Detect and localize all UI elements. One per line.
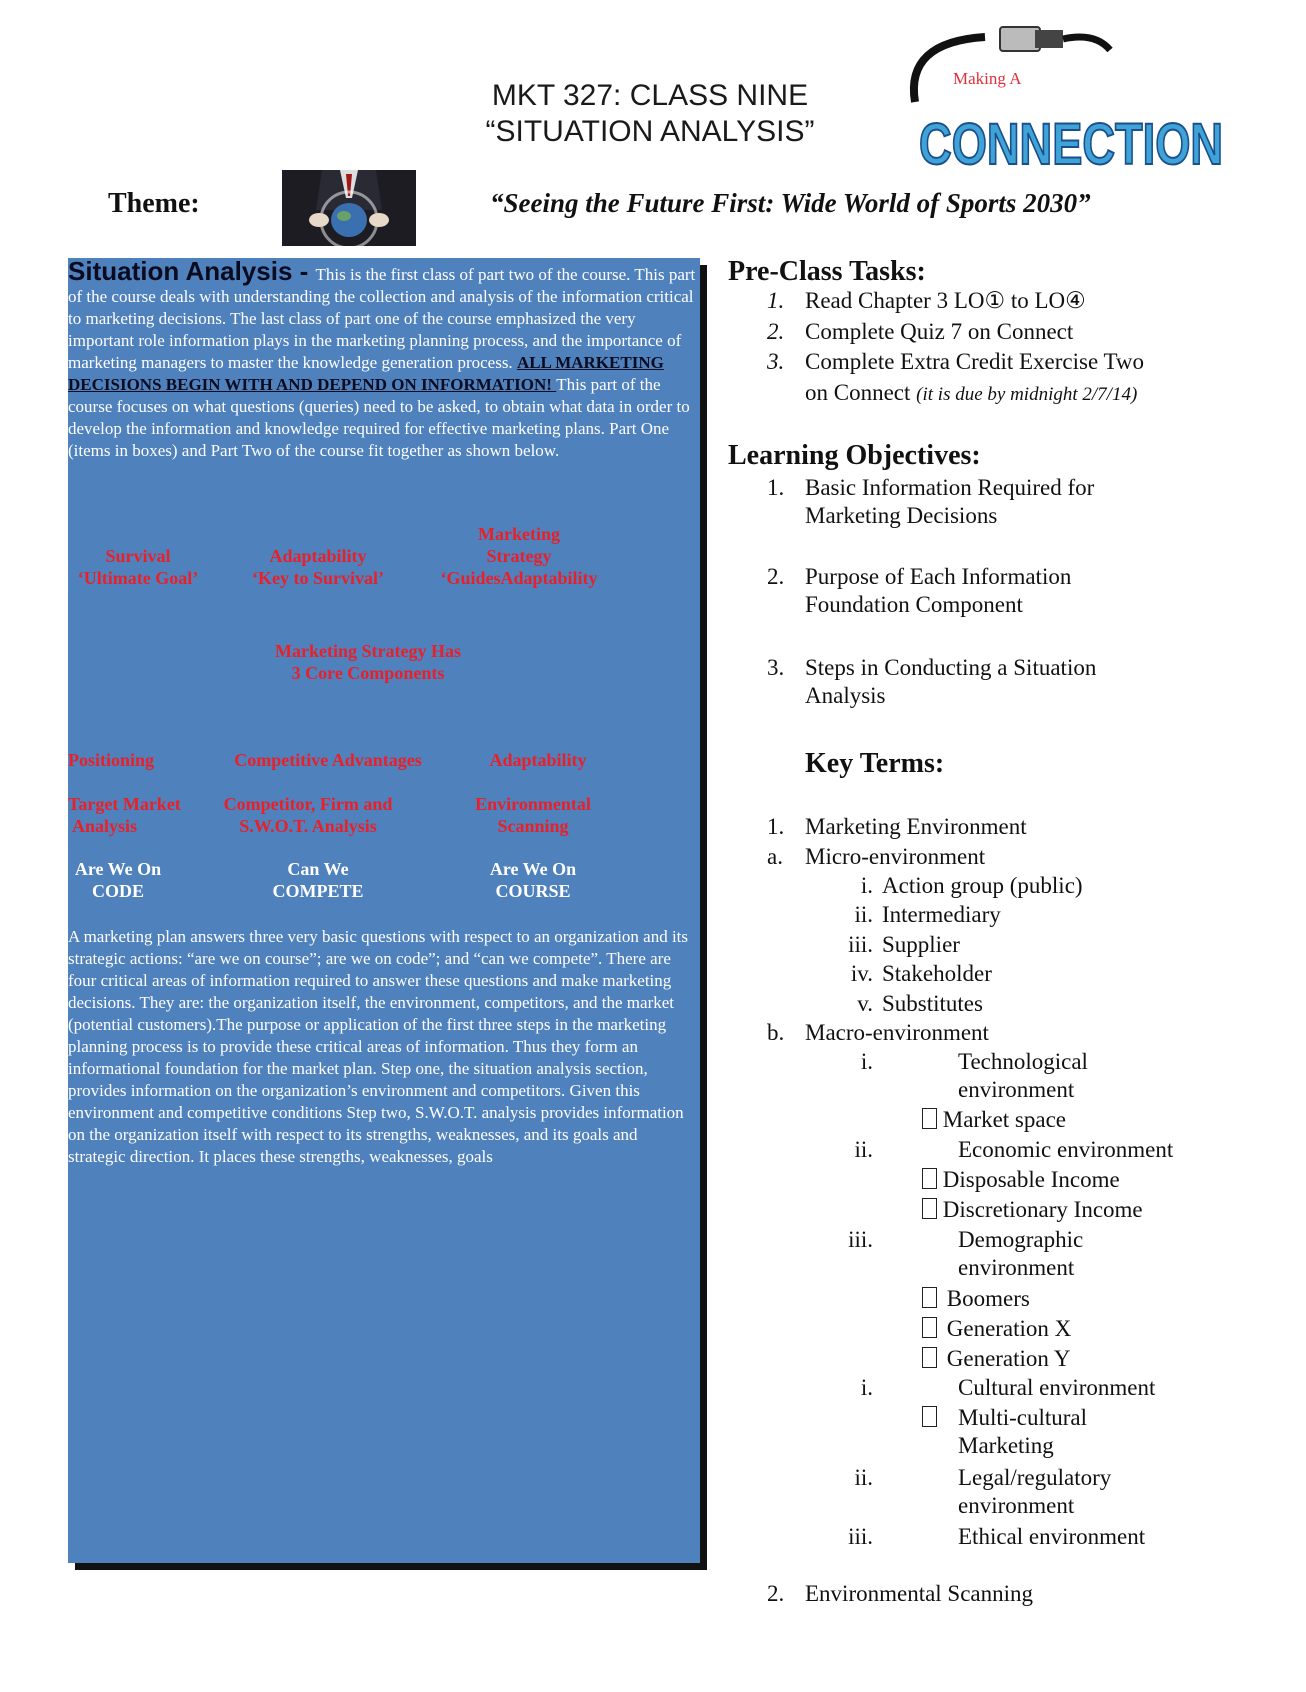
diagram-compete-line1: Can We: [287, 859, 349, 879]
checkbox-icon: [922, 1347, 937, 1368]
kt-macro-environment: Macro-environment: [805, 1020, 989, 1045]
lo-item-1-line1: Basic Information Required for: [805, 475, 1095, 500]
lo-num-3: 3.: [767, 655, 785, 680]
theme-text: “Seeing the Future First: Wide World of Sports 2030”: [490, 188, 1091, 218]
logo-text-connection: CONNECTION: [919, 112, 1224, 178]
panel-heading: Situation Analysis -: [68, 256, 316, 286]
kt-micro-item-2: Intermediary: [882, 902, 1001, 927]
diagram-course-line1: Are We On: [489, 859, 577, 879]
diagram-marketing-strategy: [404, 523, 634, 589]
kt-market-space-item: [922, 1106, 1066, 1134]
kt-demographic-line2: environment: [958, 1255, 1075, 1280]
kt-num-a: a.: [767, 844, 783, 869]
kt-demographic: [958, 1226, 1083, 1282]
kt-micro-item-4: Stakeholder: [882, 961, 992, 986]
kt-num-b: b.: [767, 1020, 785, 1045]
diagram-environmental-scanning: [458, 793, 608, 837]
checkbox-icon: [922, 1406, 937, 1427]
kt-micro-num-1: i.: [860, 873, 873, 898]
pre-class-item-3-note: (it is due by midnight 2/7/14): [916, 384, 1138, 405]
pre-class-item-3-cont: [805, 379, 1137, 409]
kt-macro-num-5: ii.: [854, 1465, 873, 1490]
kt-num-1: 1.: [767, 814, 785, 839]
kt-cultural: Cultural environment: [958, 1375, 1156, 1400]
lo-item-3: [805, 654, 1096, 710]
title-line-2: “SITUATION ANALYSIS”: [485, 115, 815, 148]
globe-hands-image: [282, 170, 416, 246]
lo-item-1-line2: Marketing Decisions: [805, 503, 998, 528]
kt-macro-num-1: i.: [860, 1049, 873, 1074]
panel-intro-end: This part of the course focuses on what questions (queries) need to be asked, to obtain what data in order to develop the information and knowledge required for effective marketing plans. Part One (items in boxes) and Part Two of the course fit together as shown below.: [68, 375, 690, 460]
kt-boomers: Boomers: [946, 1286, 1030, 1311]
diagram-adaptability: [223, 545, 413, 589]
lo-num-1: 1.: [767, 475, 785, 500]
kt-gen-x: Generation X: [946, 1316, 1072, 1341]
diagram-course-line2: COURSE: [495, 881, 571, 901]
theme-label: Theme:: [108, 188, 200, 219]
kt-legal-line1: Legal/regulatory: [958, 1465, 1112, 1490]
kt-micro-num-2: ii.: [854, 902, 873, 927]
pre-class-item-1: Read Chapter 3 LO① to LO④: [805, 288, 1086, 313]
kt-technological-line1: Technological: [958, 1049, 1088, 1074]
lo-num-2: 2.: [767, 564, 785, 589]
kt-discretionary-item: [922, 1196, 1143, 1224]
diagram-survival: [68, 545, 208, 589]
pre-class-num-3: 3.: [767, 349, 785, 374]
diagram-env-line1: Environmental: [475, 794, 591, 814]
pre-class-item-3: Complete Extra Credit Exercise Two: [805, 349, 1145, 374]
checkbox-icon: [922, 1108, 937, 1129]
kt-demographic-line1: Demographic: [958, 1227, 1084, 1252]
pre-class-num-1: 1.: [767, 288, 785, 313]
checkbox-icon: [922, 1198, 937, 1219]
diagram-env-line2: Scanning: [497, 816, 569, 836]
kt-gen-y: Generation Y: [946, 1346, 1071, 1371]
checkbox-icon: [922, 1168, 937, 1189]
diagram-strategy-line3: ‘GuidesAdaptability: [440, 568, 598, 588]
diagram-target-market: [68, 793, 193, 837]
lo-item-2-line2: Foundation Component: [805, 592, 1023, 617]
kt-multicultural-item: [922, 1404, 937, 1432]
diagram-target-line2: Analysis: [72, 816, 138, 836]
kt-micro-num-3: iii.: [848, 932, 873, 957]
kt-micro-num-4: iv.: [850, 961, 873, 986]
kt-macro-num-2: ii.: [854, 1137, 873, 1162]
diagram-competitor-line2: S.W.O.T. Analysis: [239, 816, 377, 836]
learning-objectives-title: Learning Objectives:: [728, 440, 981, 471]
diagram-positioning: Positioning: [68, 750, 155, 770]
diagram-course: [468, 858, 598, 902]
pre-class-item-2: Complete Quiz 7 on Connect: [805, 319, 1074, 344]
kt-technological: [958, 1048, 1088, 1104]
kt-disposable-item: [922, 1166, 1120, 1194]
diagram-target-line1: Target Market: [68, 794, 181, 814]
kt-gen-x-item: [922, 1315, 1071, 1343]
diagram-code-line2: CODE: [91, 881, 144, 901]
diagram-strategy-line2: Strategy: [486, 546, 552, 566]
pre-class-title: Pre-Class Tasks:: [728, 256, 926, 287]
diagram-core-line2: 3 Core Components: [291, 663, 445, 683]
kt-macro-num-6: iii.: [848, 1524, 873, 1549]
diagram-adaptability-title: Adaptability: [269, 546, 367, 566]
panel-intro: [68, 256, 696, 462]
diagram-survival-sub: ‘Ultimate Goal’: [77, 568, 199, 588]
kt-economic: Economic environment: [958, 1137, 1174, 1162]
panel-body-text: A marketing plan answers three very basic questions with respect to an organization and its strategic actions: “are we on course”; are we on code”; and “can we compete”. There are four critical areas of information required to answer these questions and make marketing decisions. They are: the organization itself, the environment, competitors, and the market (potential customers).The purpose or application of the first three steps in the marketing planning process is to provide these critical areas of information. Thus they form an informational foundation for the market plan. Step one, the situation analysis section, provides information on the organization’s environment and competitors. Given this environment and competitive conditions Step two, S.W.O.T. analysis provides information on the organization itself with respect to its strengths, weaknesses, and its goals and strategic direction. It places these strengths, weaknesses, goals: [68, 927, 689, 1166]
kt-multicultural-line2: Marketing: [958, 1433, 1054, 1458]
kt-environmental-scanning: Environmental Scanning: [805, 1581, 1034, 1606]
lo-item-1: [805, 474, 1094, 530]
kt-micro-item-3: Supplier: [882, 932, 960, 957]
diagram-compete-line2: COMPETE: [272, 881, 364, 901]
diagram-strategy-line1: Marketing: [478, 524, 560, 544]
pre-class-num-2: 2.: [767, 319, 785, 344]
kt-disposable: Disposable Income: [942, 1167, 1120, 1192]
kt-multicultural: [958, 1404, 1087, 1460]
diagram-core-line1: Marketing Strategy Has: [275, 641, 461, 661]
lo-item-3-line1: Steps in Conducting a Situation: [805, 655, 1097, 680]
diagram-code-line1: Are We On: [74, 859, 162, 879]
diagram-competitive-advantages: Competitive Advantages: [234, 750, 422, 770]
kt-market-space: Market space: [942, 1107, 1066, 1132]
kt-micro-num-5: v.: [857, 991, 873, 1016]
diagram-core-components: [248, 640, 488, 684]
diagram-code: [68, 858, 168, 902]
kt-multicultural-line1: Multi-cultural: [958, 1405, 1088, 1430]
kt-legal-line2: environment: [958, 1493, 1075, 1518]
kt-macro-num-4: i.: [860, 1375, 873, 1400]
kt-micro-environment: Micro-environment: [805, 844, 986, 869]
kt-macro-num-3: iii.: [848, 1227, 873, 1252]
kt-technological-line2: environment: [958, 1077, 1075, 1102]
page-title: [440, 78, 860, 150]
diagram-adaptability-component: Adaptability: [489, 750, 587, 770]
checkbox-icon: [922, 1287, 937, 1308]
diagram-compete: [253, 858, 383, 902]
checkbox-icon: [922, 1317, 937, 1338]
kt-micro-item-5: Substitutes: [882, 991, 983, 1016]
pre-class-item-3-line2: on Connect: [805, 380, 911, 405]
situation-analysis-panel: [68, 258, 700, 1563]
diagram-competitor-swot: [208, 793, 408, 837]
diagram-competitor-line1: Competitor, Firm and: [223, 794, 393, 814]
diagram-survival-title: Survival: [105, 546, 171, 566]
kt-micro-item-1: Action group (public): [882, 873, 1083, 898]
panel-intro-text: This is the first class of part two of the course. This part of the course deals with understanding the collection and analysis of the information critical to marketing decisions. The last class of part one of the course emphasized the very important role information plays in the marketing planning process, and the importance of marketing managers to master the knowledge generation process.: [68, 265, 696, 372]
panel-intro-emphasis: ALL MARKETING DECISIONS BEGIN WITH AND DEPEND ON INFORMATION!: [68, 353, 664, 394]
kt-legal: [958, 1464, 1111, 1520]
kt-num-2: 2.: [767, 1581, 785, 1606]
lo-item-2-line1: Purpose of Each Information: [805, 564, 1072, 589]
kt-discretionary: Discretionary Income: [942, 1197, 1143, 1222]
lo-item-3-line2: Analysis: [805, 683, 886, 708]
key-terms-title: Key Terms:: [805, 748, 945, 779]
kt-ethical: Ethical environment: [958, 1524, 1146, 1549]
logo-text-making: Making A: [953, 69, 1022, 88]
diagram-adaptability-sub: ‘Key to Survival’: [252, 568, 384, 588]
kt-marketing-environment: Marketing Environment: [805, 814, 1027, 839]
kt-gen-y-item: [922, 1345, 1070, 1373]
kt-boomers-item: [922, 1285, 1030, 1313]
lo-item-2: [805, 563, 1071, 619]
making-a-connection-logo: [905, 22, 1224, 178]
title-line-1: MKT 327: CLASS NINE: [491, 79, 809, 112]
